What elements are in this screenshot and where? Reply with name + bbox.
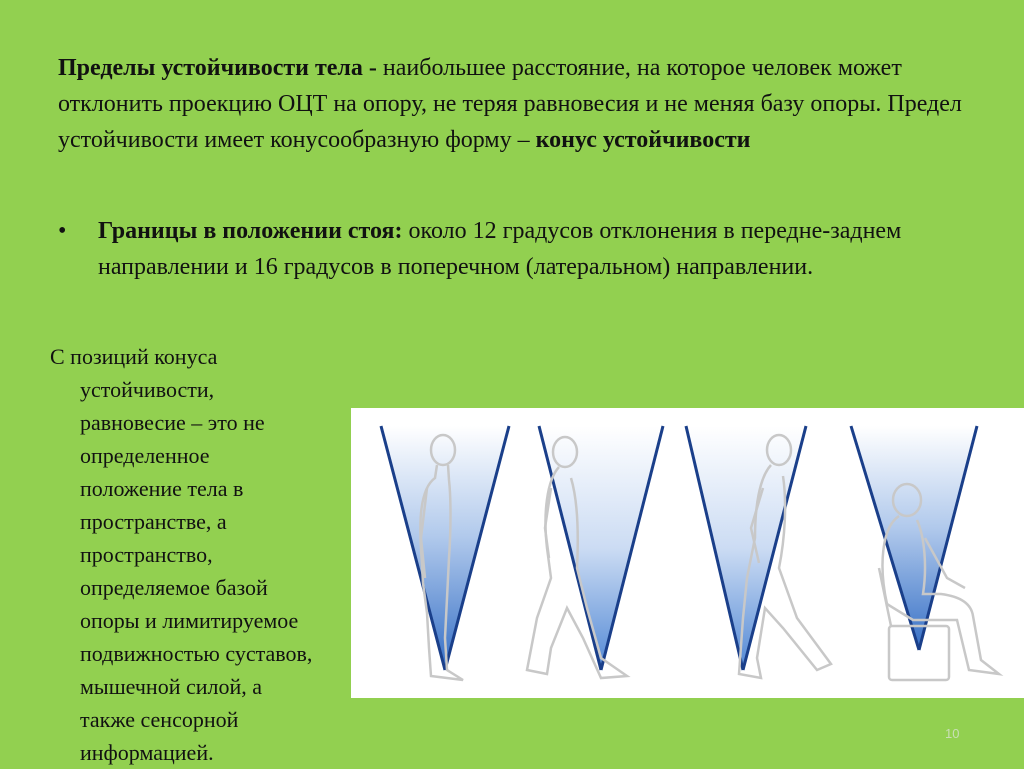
definition-term: Пределы устойчивости тела - (58, 55, 377, 81)
stability-cone-figure (351, 408, 1024, 698)
side-line: подвижностью суставов, (80, 641, 313, 666)
side-line: положение тела в (80, 476, 244, 501)
stability-cone (851, 426, 977, 650)
bullet-term: Границы в положении стоя: (98, 218, 403, 244)
side-line: определенное (80, 443, 210, 468)
definition-paragraph (58, 50, 978, 158)
side-line: равновесие – это не (80, 410, 265, 435)
cone-illustration (351, 408, 1024, 698)
bullet-body: около 12 градусов отклонения в передне-заднем направлении и 16 градусов в поперечном (латеральном) направлении. (98, 218, 902, 280)
side-line: пространстве, а (80, 509, 227, 534)
panel-walking-step (527, 426, 663, 678)
side-line: пространство, (80, 542, 213, 567)
side-text (50, 340, 380, 769)
side-line: устойчивости, (80, 377, 215, 402)
side-first-line: С позиций конуса (50, 344, 218, 369)
cone-term: конус устойчивости (529, 127, 751, 153)
bullet-text (98, 213, 938, 285)
panel-standing (381, 426, 509, 680)
side-line: также сенсорной (80, 707, 239, 732)
page-number: 10 (945, 726, 960, 741)
bullet-marker: • (58, 218, 67, 244)
side-line: информацией. (80, 740, 214, 765)
panel-sitting (851, 426, 999, 680)
side-line: определяемое базой (80, 575, 268, 600)
side-line: мышечной силой, а (80, 674, 263, 699)
side-line: опоры и лимитируемое (80, 608, 299, 633)
definition-text: наибольшее расстояние, на которое человек может отклонить проекцию ОЦТ на опору, не теряя равновесия и не меняя базу опоры. Предел устойчивости имеет конусообразную форму – (58, 55, 962, 153)
panel-walking-lean (686, 426, 831, 678)
